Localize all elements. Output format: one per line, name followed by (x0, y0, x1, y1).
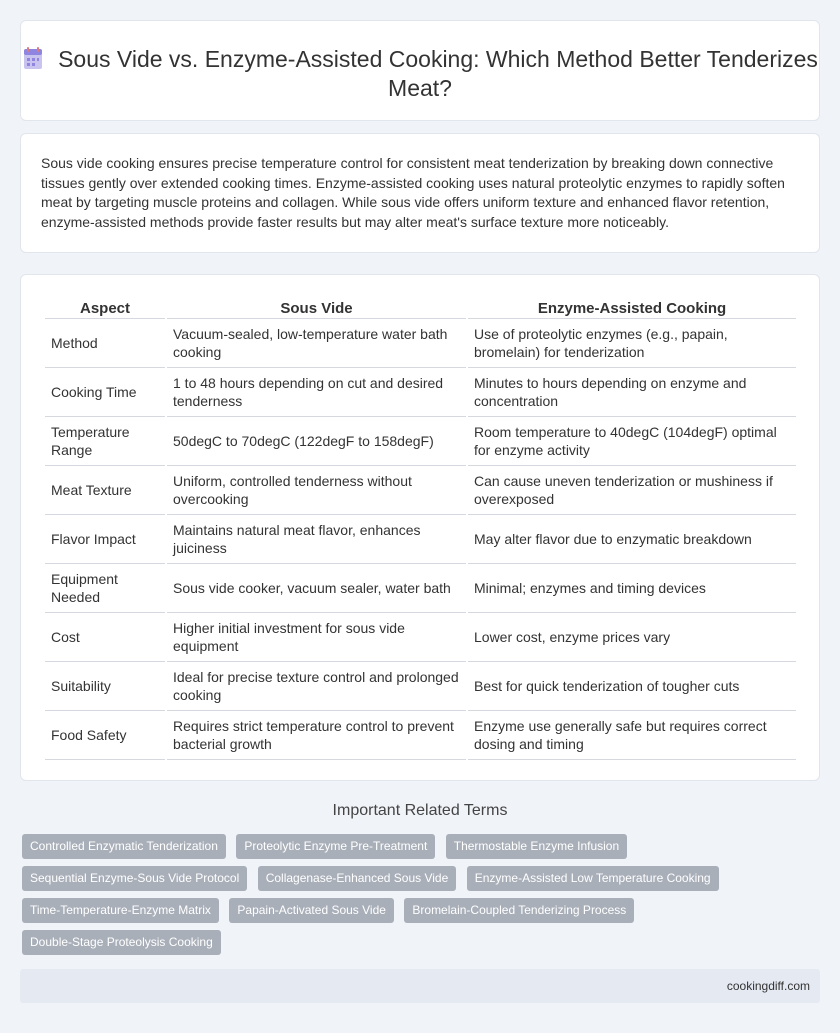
table-row (45, 515, 796, 564)
cell-enzyme: Room temperature to 40degC (104degF) optimal for enzyme activity (468, 417, 796, 466)
table-row (45, 711, 796, 760)
footer-site-link[interactable]: cookingdiff.com (726, 979, 810, 993)
table-row (45, 564, 796, 613)
related-terms-title: Important Related Terms (332, 802, 508, 819)
cell-enzyme: Minutes to hours depending on enzyme and concentration (468, 368, 796, 417)
intro-paragraph: Sous vide cooking ensures precise temperature control for consistent meat tenderization by breaking down connective tissues gently over extended cooking times. Enzyme-assisted cooking uses natural proteolytic enzymes to rapidly soften meat by targeting muscle proteins and collagen. While sous vide offers uniform texture and enhanced flavor retention, enzyme-assisted methods provide faster results but may alter meat's surface texture more noticeably. (41, 155, 785, 230)
cell-enzyme: Can cause uneven tenderization or mushiness if overexposed (468, 466, 796, 515)
cell-sous-vide: 50degC to 70degC (122degF to 158degF) (167, 417, 466, 466)
cell-aspect: Equipment Needed (45, 564, 165, 613)
related-term-tag[interactable]: Enzyme-Assisted Low Temperature Cooking (467, 866, 719, 891)
page-title-text: Sous Vide vs. Enzyme-Assisted Cooking: Which Method Better Tenderizes Meat? (58, 46, 818, 101)
header-aspect: Aspect (45, 295, 165, 319)
related-term-tag[interactable]: Thermostable Enzyme Infusion (446, 834, 627, 859)
cell-sous-vide: Maintains natural meat flavor, enhances juiciness (167, 515, 466, 564)
related-term-tag[interactable]: Time-Temperature-Enzyme Matrix (22, 898, 219, 923)
cell-enzyme: Minimal; enzymes and timing devices (468, 564, 796, 613)
table-header-row (45, 295, 796, 319)
cell-aspect: Food Safety (45, 711, 165, 760)
cell-aspect: Method (45, 319, 165, 368)
related-term-tag[interactable]: Controlled Enzymatic Tenderization (22, 834, 226, 859)
comparison-table (43, 295, 798, 760)
comparison-card (20, 274, 820, 781)
related-term-tag[interactable]: Double-Stage Proteolysis Cooking (22, 930, 221, 955)
table-row (45, 662, 796, 711)
related-term-tag[interactable]: Sequential Enzyme-Sous Vide Protocol (22, 866, 247, 891)
page-title (21, 45, 819, 103)
related-term-tag[interactable]: Bromelain-Coupled Tenderizing Process (404, 898, 634, 923)
cell-aspect: Cost (45, 613, 165, 662)
cell-sous-vide: Higher initial investment for sous vide equipment (167, 613, 466, 662)
cell-aspect: Flavor Impact (45, 515, 165, 564)
header-enzyme: Enzyme-Assisted Cooking (468, 295, 796, 319)
document-icon (22, 46, 44, 70)
cell-sous-vide: Requires strict temperature control to prevent bacterial growth (167, 711, 466, 760)
intro-card (20, 133, 820, 253)
cell-aspect: Suitability (45, 662, 165, 711)
footer (20, 969, 820, 1003)
cell-enzyme: Use of proteolytic enzymes (e.g., papain, bromelain) for tenderization (468, 319, 796, 368)
cell-aspect: Temperature Range (45, 417, 165, 466)
cell-sous-vide: 1 to 48 hours depending on cut and desired tenderness (167, 368, 466, 417)
cell-sous-vide: Ideal for precise texture control and prolonged cooking (167, 662, 466, 711)
related-terms-list (22, 834, 812, 962)
table-row (45, 466, 796, 515)
related-term-tag[interactable]: Papain-Activated Sous Vide (229, 898, 394, 923)
title-card (20, 20, 820, 121)
cell-enzyme: Best for quick tenderization of tougher cuts (468, 662, 796, 711)
cell-sous-vide: Sous vide cooker, vacuum sealer, water bath (167, 564, 466, 613)
header-sous-vide: Sous Vide (167, 295, 466, 319)
table-row (45, 368, 796, 417)
cell-sous-vide: Vacuum-sealed, low-temperature water bath cooking (167, 319, 466, 368)
cell-enzyme: Enzyme use generally safe but requires correct dosing and timing (468, 711, 796, 760)
cell-aspect: Cooking Time (45, 368, 165, 417)
related-term-tag[interactable]: Proteolytic Enzyme Pre-Treatment (236, 834, 435, 859)
table-row (45, 417, 796, 466)
cell-enzyme: Lower cost, enzyme prices vary (468, 613, 796, 662)
table-row (45, 613, 796, 662)
cell-enzyme: May alter flavor due to enzymatic breakdown (468, 515, 796, 564)
cell-sous-vide: Uniform, controlled tenderness without overcooking (167, 466, 466, 515)
related-term-tag[interactable]: Collagenase-Enhanced Sous Vide (258, 866, 457, 891)
table-row (45, 319, 796, 368)
cell-aspect: Meat Texture (45, 466, 165, 515)
